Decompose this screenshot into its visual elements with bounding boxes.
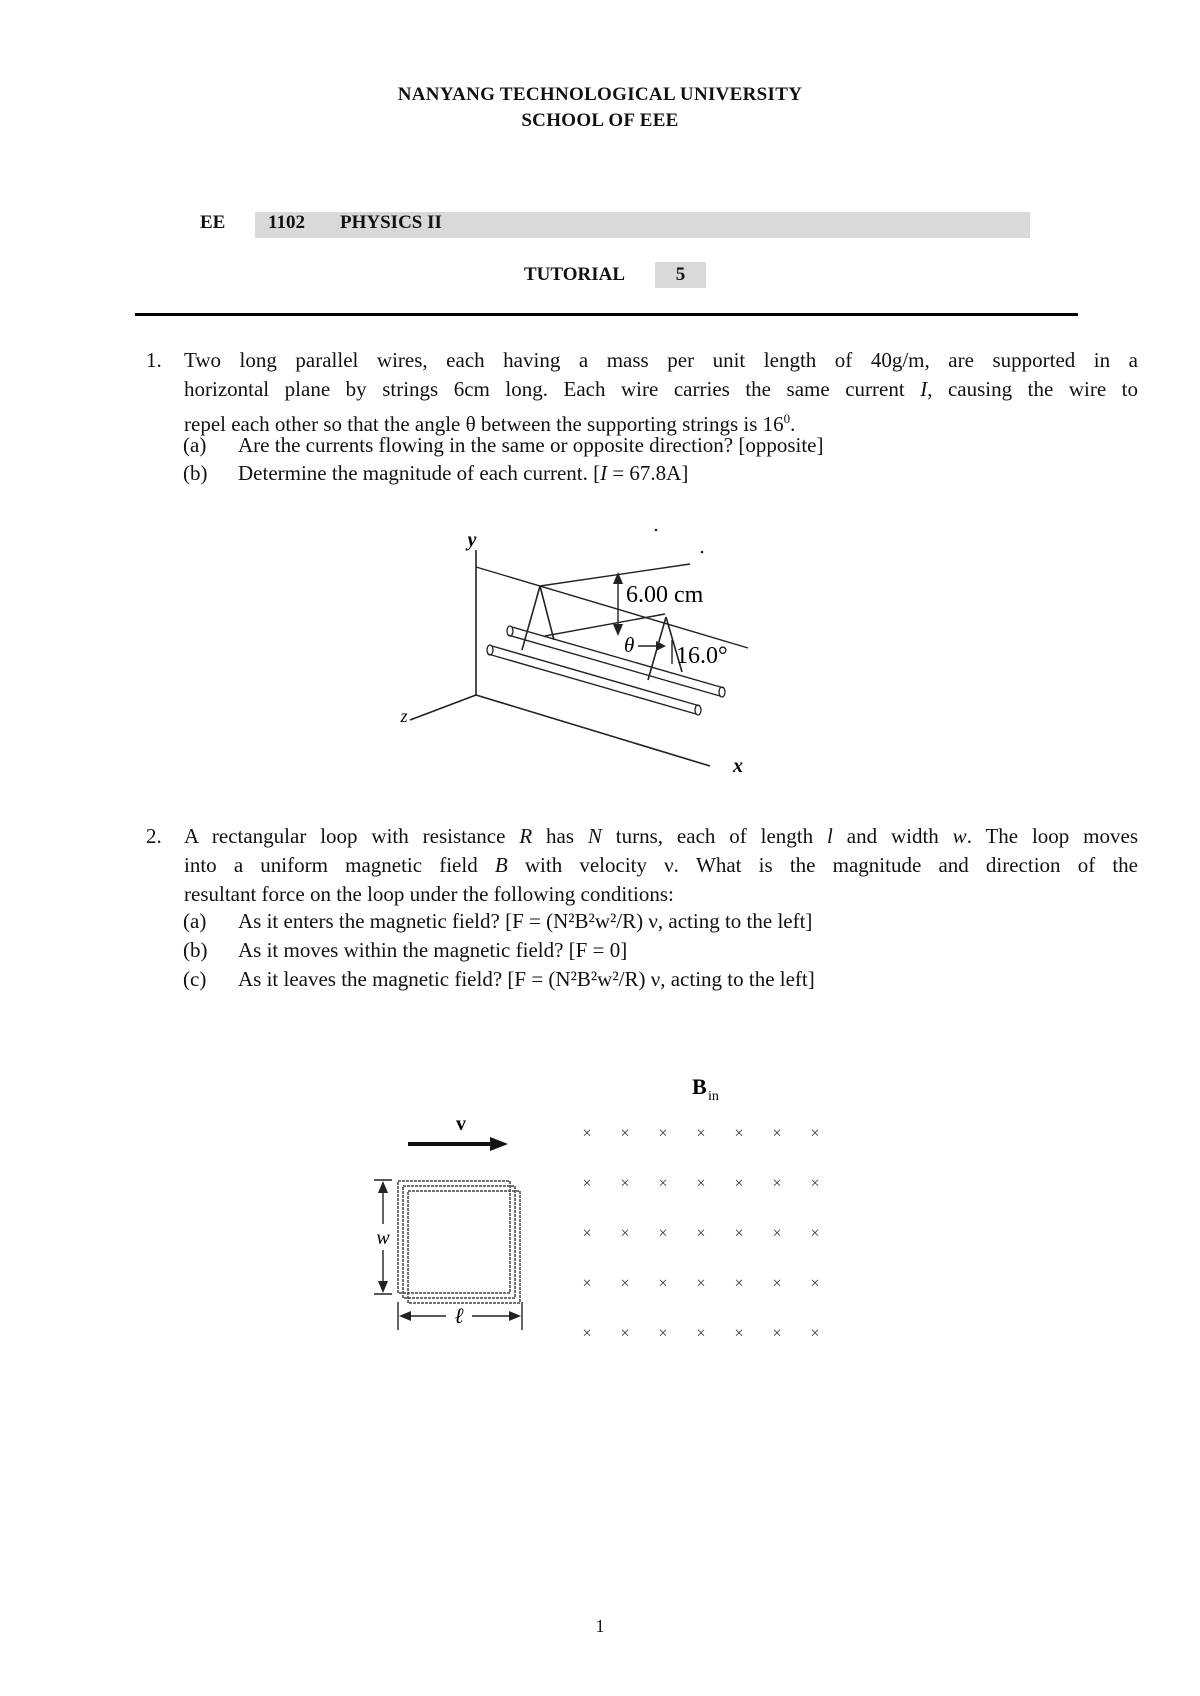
- string-plane-line: [545, 614, 665, 636]
- field-cross: ×: [772, 1325, 782, 1342]
- rectangular-loop-figure: [360, 1060, 840, 1350]
- q2-var-l: l: [827, 824, 833, 848]
- field-cross: ×: [696, 1175, 706, 1192]
- field-cross: ×: [772, 1275, 782, 1292]
- wire-front-bottom: [488, 654, 696, 714]
- course-name: PHYSICS II: [340, 212, 442, 233]
- q1-b-text: [238, 461, 688, 486]
- q1-line3b: .: [790, 412, 796, 436]
- q2-line3: resultant force on the loop under the following conditions:: [184, 882, 674, 906]
- wire-front-top: [492, 646, 700, 706]
- field-cross: ×: [620, 1275, 630, 1292]
- field-cross: ×: [582, 1325, 592, 1342]
- q2-line1a: A rectangular loop with resistance: [184, 824, 520, 848]
- q2-b-text: As it moves within the magnetic field? [F = 0]: [238, 938, 628, 962]
- field-label: B: [692, 1074, 707, 1099]
- q1-a-label: (a): [183, 433, 207, 457]
- wire-back-start: [507, 626, 513, 636]
- field-cross: ×: [582, 1125, 592, 1142]
- q2-var-B: B: [494, 853, 508, 877]
- q2-line2b: with velocity ν. What is the magnitude and direction of the: [507, 853, 1139, 877]
- ceiling-line: [476, 567, 748, 648]
- tutorial-number: 5: [675, 264, 686, 285]
- width-label: w: [376, 1227, 390, 1249]
- q2-c-label: (c): [183, 967, 207, 991]
- q1-number: 1.: [146, 348, 162, 372]
- wire-front-end: [695, 705, 701, 715]
- q1-line2a: horizontal plane by strings 6cm long. Each wire carries the same current: [184, 377, 921, 401]
- field-cross: ×: [734, 1275, 744, 1292]
- length-arrow-bottom: [613, 624, 623, 636]
- field-cross: ×: [810, 1175, 820, 1192]
- field-cross: ×: [696, 1275, 706, 1292]
- field-cross: ×: [658, 1275, 668, 1292]
- field-cross: ×: [734, 1225, 744, 1242]
- university-name: NANYANG TECHNOLOGICAL UNIVERSITY: [397, 84, 803, 105]
- q1-line3a: repel each other so that the angle θ between the supporting strings is 16: [184, 412, 784, 436]
- field-cross: ×: [658, 1125, 668, 1142]
- q1-line2: [184, 375, 1138, 404]
- loop-turn-3: [408, 1191, 520, 1303]
- course-code: 1102: [268, 212, 305, 233]
- q2-line1e: . The loop moves: [966, 824, 1139, 848]
- q1-b-text-pre: Determine the magnitude of each current. [: [238, 461, 601, 485]
- q1-b-text-var: I: [600, 461, 608, 485]
- theta-arrow-head: [656, 641, 666, 651]
- dot-mark: [701, 551, 704, 554]
- field-cross: ×: [582, 1225, 592, 1242]
- field-cross: ×: [582, 1175, 592, 1192]
- q1-current-var: I: [920, 377, 928, 401]
- velocity-label: v: [456, 1113, 466, 1135]
- dot-mark: [655, 529, 658, 532]
- field-cross: ×: [772, 1125, 782, 1142]
- q2-line1d: and width: [832, 824, 953, 848]
- q2-number: 2.: [146, 824, 162, 848]
- field-label-sub: in: [708, 1089, 719, 1104]
- q2-line1c: turns, each of length: [601, 824, 828, 848]
- q2-line2a: into a uniform magnetic field: [184, 853, 495, 877]
- field-cross: ×: [810, 1275, 820, 1292]
- velocity-arrow-head: [490, 1137, 508, 1151]
- page-number: 1: [595, 1616, 605, 1636]
- q2-b-label: (b): [183, 938, 208, 962]
- q1-line3-sup: 0: [783, 411, 791, 426]
- field-cross: ×: [658, 1225, 668, 1242]
- z-axis: [410, 695, 476, 720]
- field-cross: ×: [734, 1125, 744, 1142]
- field-cross: ×: [620, 1125, 630, 1142]
- q2-var-R: R: [519, 824, 533, 848]
- field-cross: ×: [696, 1125, 706, 1142]
- length-arrow-left: [399, 1311, 411, 1321]
- field-cross: ×: [658, 1325, 668, 1342]
- field-cross: ×: [620, 1325, 630, 1342]
- length-label: 6.00 cm: [626, 582, 704, 608]
- q1-line1: Two long parallel wires, each having a mass per unit length of 40g/m, are supported in a: [184, 348, 1138, 372]
- theta-label: θ: [624, 633, 635, 657]
- field-cross: ×: [734, 1175, 744, 1192]
- q2-a-label: (a): [183, 909, 207, 933]
- field-cross: ×: [696, 1325, 706, 1342]
- q2-line2: [184, 851, 1138, 880]
- field-cross: ×: [810, 1225, 820, 1242]
- angle-label: 16.0°: [676, 643, 728, 669]
- q2-var-w: w: [952, 824, 967, 848]
- loop-turn-2: [403, 1186, 515, 1298]
- q2-a-text: As it enters the magnetic field? [F = (N²B²w²/R) ν, acting to the left]: [238, 909, 813, 933]
- q2-line1b: has: [532, 824, 588, 848]
- field-cross: ×: [620, 1175, 630, 1192]
- wire-front-start: [487, 645, 493, 655]
- tutorial-label: TUTORIAL: [524, 264, 626, 285]
- course-prefix: EE: [200, 212, 226, 233]
- magnetic-field-crosses: [582, 1125, 819, 1342]
- string-left-2: [540, 586, 554, 640]
- field-cross: ×: [734, 1325, 744, 1342]
- q1-b-label: (b): [183, 461, 208, 485]
- q1-a-text: Are the currents flowing in the same or opposite direction? [opposite]: [238, 433, 824, 457]
- field-cross: ×: [810, 1325, 820, 1342]
- field-cross: ×: [772, 1225, 782, 1242]
- length-arrow-right: [509, 1311, 521, 1321]
- loop-turn-1: [398, 1181, 510, 1293]
- q1-line2b: , causing the wire to: [927, 377, 1138, 401]
- field-cross: ×: [582, 1275, 592, 1292]
- x-axis: [476, 695, 710, 766]
- width-arrow-bottom: [378, 1281, 388, 1293]
- header-rule: [135, 313, 1078, 316]
- y-axis-label: y: [467, 529, 477, 551]
- parallel-wires-figure: [380, 510, 780, 790]
- x-axis-label: x: [733, 755, 743, 777]
- school-name: SCHOOL OF EEE: [521, 110, 679, 131]
- field-cross: ×: [620, 1225, 630, 1242]
- z-axis-label: z: [400, 706, 408, 726]
- q1-b-text-post: = 67.8A]: [607, 461, 689, 485]
- width-arrow-top: [378, 1181, 388, 1193]
- q2-var-N: N: [587, 824, 602, 848]
- field-cross: ×: [772, 1175, 782, 1192]
- q2-c-text: As it leaves the magnetic field? [F = (N²B²w²/R) ν, acting to the left]: [238, 967, 815, 991]
- field-cross: ×: [696, 1225, 706, 1242]
- wire-back-end: [719, 687, 725, 697]
- q2-line1: [184, 822, 1138, 851]
- field-cross: ×: [658, 1175, 668, 1192]
- field-cross: ×: [810, 1125, 820, 1142]
- length-label: ℓ: [454, 1303, 464, 1328]
